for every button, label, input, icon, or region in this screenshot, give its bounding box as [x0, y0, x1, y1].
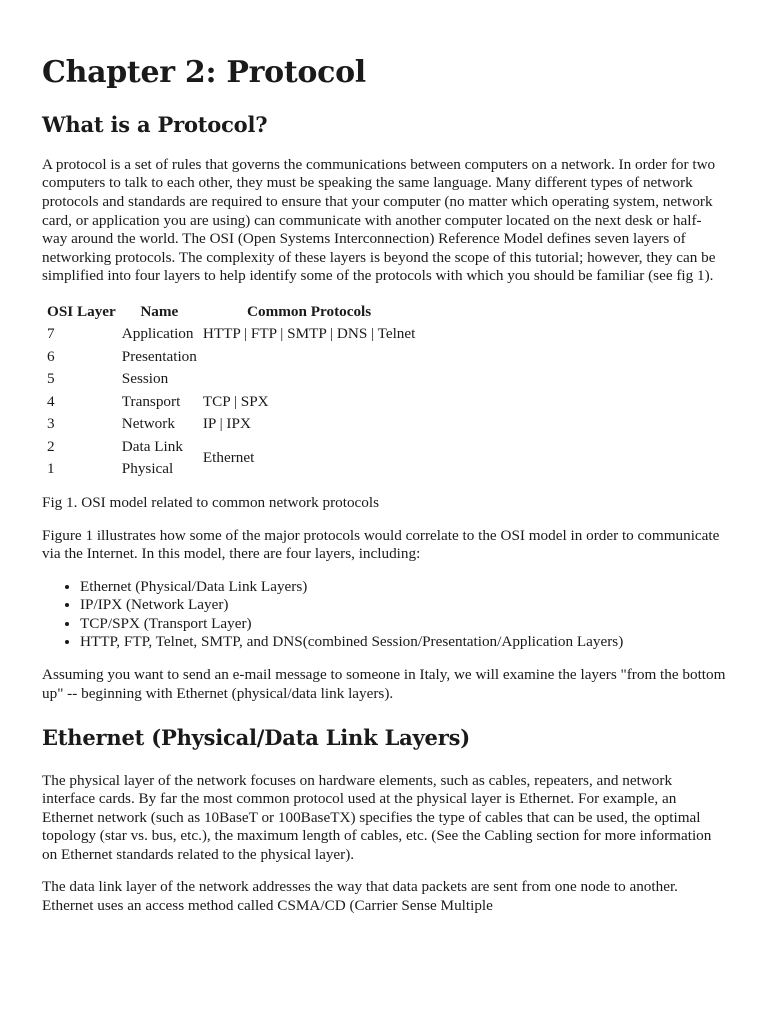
- osi-layer-name: Session: [121, 370, 169, 388]
- osi-layer-number: 4: [47, 392, 55, 410]
- osi-layer-number: 1: [47, 460, 55, 478]
- list-item: • TCP/SPX (Transport Layer): [80, 615, 726, 634]
- osi-layer-number: 3: [47, 415, 55, 433]
- chapter-title: Chapter 2: Protocol: [42, 55, 366, 90]
- table-row: [45, 369, 417, 390]
- assume-paragraph: Assuming you want to send an e-mail message to someone in Italy, we will examine the layers "from the bottom up" -- beginning with Ethernet (physical/data link layers).: [42, 666, 726, 702]
- list-item: • HTTP, FTP, Telnet, SMTP, and DNS(combined Session/Presentation/Application Layers): [80, 633, 726, 652]
- table-row: [45, 437, 417, 458]
- column-header-common-protocols: Common Protocols: [247, 302, 372, 320]
- table-row: [45, 347, 417, 368]
- section-heading-ethernet: Ethernet (Physical/Data Link Layers): [42, 725, 470, 751]
- layer-list: [42, 578, 726, 652]
- osi-layer-protocols: TCP | SPX: [202, 392, 269, 410]
- osi-layer-name: Network: [121, 415, 175, 433]
- osi-layer-name: Transport: [121, 392, 181, 410]
- osi-layer-name: Data Link: [121, 437, 183, 455]
- table-row: [45, 414, 417, 435]
- table-header-row: [45, 302, 417, 323]
- osi-layer-number: 2: [47, 437, 55, 455]
- table-row: [45, 392, 417, 413]
- osi-layer-protocols: [201, 347, 418, 368]
- osi-layer-number: 5: [47, 370, 55, 388]
- osi-layer-name: Physical: [121, 460, 174, 478]
- column-header-name: Name: [140, 302, 179, 320]
- data-link-paragraph: The data link layer of the network addresses the way that data packets are sent from one node to another. Ethernet uses an access method called CSMA/CD (Carrier Sense Multiple: [42, 878, 678, 915]
- list-item: • Ethernet (Physical/Data Link Layers): [80, 578, 726, 597]
- osi-layer-protocols: HTTP | FTP | SMTP | DNS | Telnet: [202, 325, 416, 343]
- table-row: [45, 324, 417, 345]
- osi-layer-protocols: [201, 369, 418, 390]
- intro-paragraph: A protocol is a set of rules that governs the communications between computers on a network. In order for two computers to talk to each other, they must be speaking the same language. Many different types of network protocols and standards are required to ensure that your computer (no matter which operating system, network card, or application you are using) can communicate with another computer located on the next desk or half-way around the world. The OSI (Open Systems Interconnection) Reference Model defines seven layers of networking protocols. The complexity of these layers is beyond the scope of this tutorial; however, they can be simplified into four layers to help identify some of the protocols with which you should be familiar (see fig 1).: [42, 155, 716, 285]
- physical-layer-paragraph: The physical layer of the network focuses on hardware elements, such as cables, repeaters, and network interface cards. By far the most common protocol used at the physical layer is Ethernet. For example, an Ethernet network (such as 10BaseT or 100BaseTX) specifies the type of cables that can be used, the optimal topology (star vs. bus, etc.), the maximum length of cables, etc. (See the Cabling section for more information on Ethernet standards related to the physical layer).: [42, 771, 712, 863]
- section-heading-what-is-protocol: What is a Protocol?: [42, 111, 268, 137]
- figure-paragraph: Figure 1 illustrates how some of the major protocols would correlate to the OSI model in order to communicate via the Internet. In this model, there are four layers, including:: [42, 526, 720, 563]
- osi-layer-protocols-ethernet: Ethernet: [202, 449, 255, 467]
- list-item: • IP/IPX (Network Layer): [80, 596, 726, 615]
- figure-caption: Fig 1. OSI model related to common network protocols: [42, 493, 380, 511]
- osi-protocol-table: [43, 300, 419, 482]
- osi-layer-protocols: IP | IPX: [202, 415, 251, 433]
- column-header-osi-layer: OSI Layer: [47, 302, 116, 320]
- osi-layer-name: Application: [121, 325, 194, 343]
- osi-layer-name: Presentation: [121, 347, 197, 365]
- osi-layer-number: 6: [47, 347, 55, 365]
- osi-layer-number: 7: [47, 325, 55, 343]
